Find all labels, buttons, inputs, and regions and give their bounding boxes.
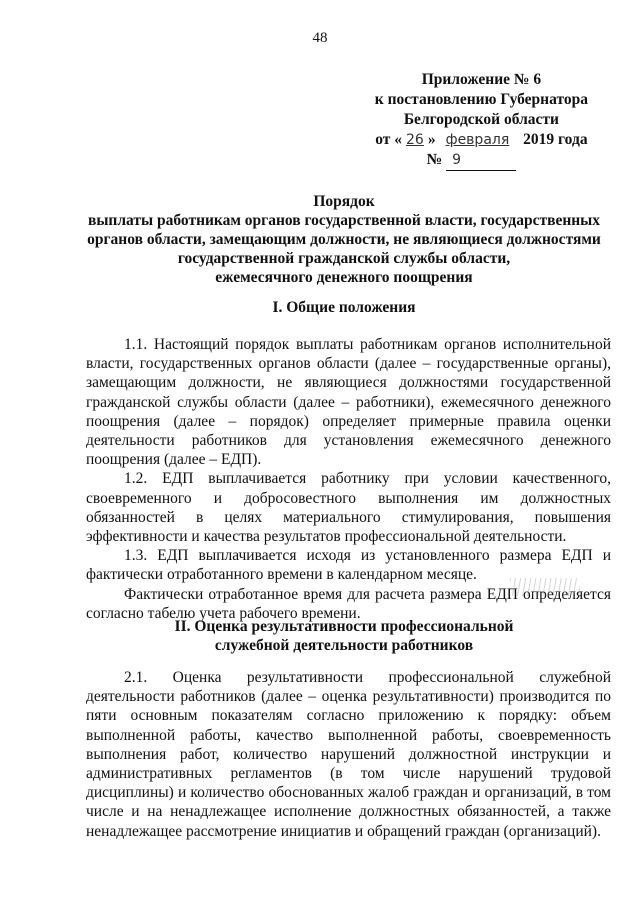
section-1-heading-text: I. Общие положения	[272, 299, 416, 316]
section-1-heading	[60, 298, 628, 317]
appendix-title: Приложение № 6	[421, 71, 542, 88]
title-line-4: государственной гражданской службы области,	[177, 250, 511, 267]
appendix-region: Белгородской области	[403, 111, 559, 128]
paragraph-1-4: Фактически отработанное время для расчета размера ЕДП определяется согласно табелю учета рабочего времени.	[86, 585, 611, 622]
section-2-heading-line-2: служебной деятельности работников	[214, 637, 474, 654]
title-line-2: выплаты работникам органов государственной власти, государственных	[87, 212, 601, 229]
appendix-number	[375, 150, 588, 171]
section-2-heading	[60, 617, 628, 655]
number-label: №	[426, 151, 443, 168]
paragraph-1-2: 1.2. ЕДП выплачивается работнику при условии качественного, своевременного и добросовестного выполнения им должностных обязанностей в целях материального стимулирования, повышения эффективности и качества результатов профессиональной деятельности.	[86, 470, 611, 546]
title-line-5: ежемесячного денежного поощрения	[215, 269, 473, 286]
date-day: 26	[406, 132, 424, 148]
document-title	[60, 192, 628, 287]
appendix-resolution: к постановлению Губернатора	[374, 91, 588, 108]
paragraph-1-3: 1.3. ЕДП выплачивается исходя из установленного размера ЕДП и фактически отработанного времени в календарном месяце.	[86, 547, 611, 584]
date-mid: »	[427, 131, 436, 148]
date-prefix: от «	[375, 131, 403, 148]
page-number: 48	[312, 30, 328, 46]
title-line-1: Порядок	[313, 193, 375, 210]
appendix-date	[375, 130, 588, 150]
number-value: 9	[446, 150, 516, 171]
section-2-body	[86, 668, 611, 841]
section-2-heading-line-1: II. Оценка результативности профессиональной	[174, 618, 514, 635]
paragraph-2-1: 2.1. Оценка результативности профессиональной служебной деятельности работников (далее – оценка результативности) производится по пяти основным показателям согласно приложению к порядку: объем выполненной работы, качество выполненной работы, своевременность выполнения работ, количество нарушений должностной инструкции и административных регламентов (в том числе нарушений трудовой дисциплины) и количество обоснованных жалоб граждан и организаций, в том числе и на ненадлежащее исполнение должностных обязанностей, а также ненадлежащее рассмотрение инициатив и обращений граждан (организаций).	[86, 669, 611, 840]
date-year: 2019 года	[523, 131, 588, 148]
paragraph-1-1: 1.1. Настоящий порядок выплаты работникам органов исполнительной власти, государственных органов области (далее – государственные органы), замещающим должности, не являющиеся должностями государственной гражданской службы области (далее – работники), ежемесячного денежного поощрения (далее – порядок) определяет примерные правила оценки деятельности работников для установления ежемесячного денежного поощрения (далее – ЕДП).	[86, 336, 611, 469]
title-line-3: органов области, замещающим должности, не являющиеся должностями	[87, 231, 601, 248]
faint-stamp-mark	[510, 578, 580, 596]
date-month: февраля	[445, 132, 510, 148]
appendix-block	[375, 70, 588, 171]
